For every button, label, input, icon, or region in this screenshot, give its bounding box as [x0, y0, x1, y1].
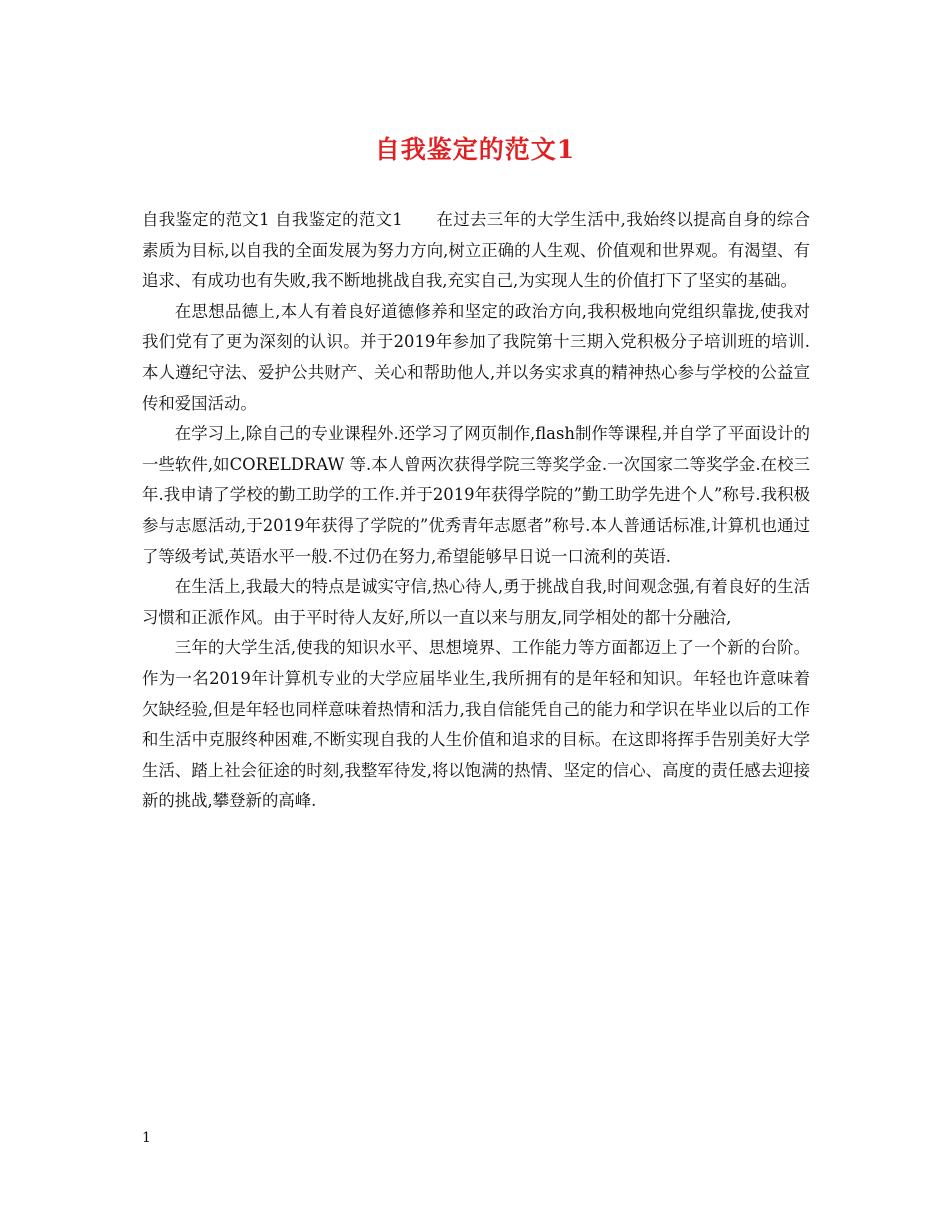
paragraph-life: 在生活上,我最大的特点是诚实守信,热心待人,勇于挑战自我,时间观念强,有着良好的生活习惯和正派作风。由于平时待人友好,所以一直以来与朋友,同学相处的都十分融洽, [142, 577, 810, 627]
document-body [142, 205, 810, 817]
document-title: 自我鉴定的范文1 [374, 135, 576, 164]
paragraph-intro: 自我鉴定的范文1 自我鉴定的范文1 在过去三年的大学生活中,我始终以提高自身的综合素质为目标,以自我的全面发展为努力方向,树立正确的人生观、价值观和世界观。有渴望、有追求、有成功也有失败,我不断地挑战自我,充实自己,为实现人生的价值打下了坚实的基础。 [142, 210, 810, 291]
paragraph-summary: 三年的大学生活,使我的知识水平、思想境界、工作能力等方面都迈上了一个新的台阶。作为一名2019年计算机专业的大学应届毕业生,我所拥有的是年轻和知识。年轻也许意味着欠缺经验,但是年轻也同样意味着热情和活力,我自信能凭自己的能力和学识在毕业以后的工作和生活中克服终种困难,不断实现自我的人生价值和追求的目标。在这即将挥手告别美好大学生活、踏上社会征途的时刻,我整军待发,将以饱满的热情、坚定的信心、高度的责任感去迎接新的挑战,攀登新的高峰. [142, 638, 810, 811]
page-number: 1 [142, 1130, 151, 1146]
paragraph-morality: 在思想品德上,本人有着良好道德修养和坚定的政治方向,我积极地向党组织靠拢,使我对我们党有了更为深刻的认识。并于2019年参加了我院第十三期入党积极分子培训班的培训.本人遵纪守法、爱护公共财产、关心和帮助他人,并以务实求真的精神热心参与学校的公益宣传和爱国活动。 [142, 301, 810, 413]
paragraph-study: 在学习上,除自己的专业课程外.还学习了网页制作,flash制作等课程,并自学了平面设计的一些软件,如CORELDRAW 等.本人曾两次获得学院三等奖学金.一次国家二等奖学金.在校三年.我申请了学校的勤工助学的工作.并于2019年获得学院的”勤工助学先进个人”称号.我积极参与志愿活动,于2019年获得了学院的”优秀青年志愿者”称号.本人普通话标准,计算机也通过了等级考试,英语水平一般.不过仍在努力,希望能够早日说一口流利的英语. [142, 424, 810, 566]
